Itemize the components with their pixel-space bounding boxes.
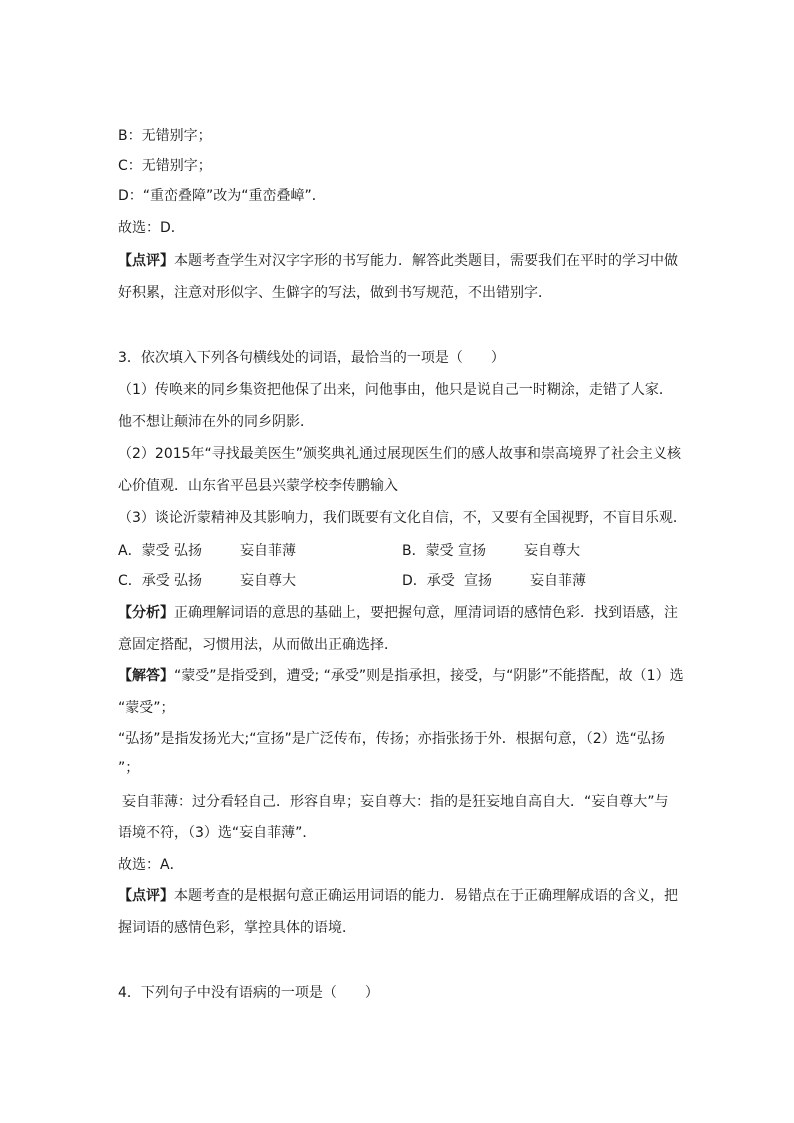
q3-solution-line-2: “蒙受”； xyxy=(118,700,175,716)
q4-title: 4．下列句子中没有语病的一项是（ ） xyxy=(118,985,379,1001)
q3-analysis-line-2: 意固定搭配，习惯用法，从而做出正确选择． xyxy=(118,637,398,653)
q3-sentence-2-line-1: （2）2015年“寻找最美医生”颁奖典礼通过展现医生们的感人故事和崇高境界了社会主义核 xyxy=(118,446,682,462)
comment-tag: 【点评】 xyxy=(118,253,174,269)
comment-tag: 【点评】 xyxy=(118,888,174,904)
comment-text: 本题考查学生对汉字字形的书写能力．解答此类题目，需要我们在平时的学习中做 xyxy=(174,253,678,269)
q2-answer: 故选：D． xyxy=(118,220,185,236)
q3-sentence-3: （3）谈论沂蒙精神及其影响力，我们既要有文化自信，不，又要有全国视野，不盲目乐观． xyxy=(118,510,687,526)
q3-title: 3．依次填入下列各句横线处的词语，最恰当的一项是（ ） xyxy=(118,350,505,366)
q2-option-c-explanation: C：无错别字； xyxy=(118,158,212,174)
q3-analysis-line-1 xyxy=(118,603,678,623)
q3-solution-line-6: 语境不符，（3）选“妄自菲薄”． xyxy=(118,825,317,841)
q3-comment-line-2: 握词语的感情色彩，掌控具体的语境． xyxy=(118,920,356,936)
solution-tag: 【解答】 xyxy=(118,668,174,684)
comment-text: 本题考查的是根据句意正确运用词语的能力．易错点在于正确理解成语的含义，把 xyxy=(174,888,678,904)
q2-option-d-explanation: D：“重峦叠障”改为“重峦叠嶂”． xyxy=(118,188,326,204)
q3-sentence-1-line-1: （1）传唤来的同乡集资把他保了出来，问他事由，他只是说自己一时糊涂，走错了人家． xyxy=(118,382,673,398)
q2-comment-line-1 xyxy=(118,251,678,271)
q3-solution-line-3: “弘扬”是指发扬光大;“宣扬”是广泛传布，传扬；亦指张扬于外．根据句意，（2）选“弘扬 xyxy=(118,731,665,747)
q3-answer: 故选：A． xyxy=(118,857,184,873)
analysis-tag: 【分析】 xyxy=(118,605,174,621)
q3-option-c: C．承受 弘扬 妄自尊大 xyxy=(118,573,296,589)
q3-sentence-2-line-2: 心价值观．山东省平邑县兴蒙学校李传鹏输入 xyxy=(118,478,398,494)
q3-comment-line-1 xyxy=(118,886,678,906)
q3-sentence-1-line-2: 他不想让颠沛在外的同乡阴影． xyxy=(118,414,314,430)
q3-option-a: A．蒙受 弘扬 妄自菲薄 xyxy=(118,543,296,559)
q2-option-b-explanation: B：无错别字； xyxy=(118,128,212,144)
q3-solution-line-5: 妄自菲薄：过分看轻自己．形容自卑；妄自尊大：指的是狂妄地自高自大．“妄自尊大”与 xyxy=(122,794,669,810)
q3-option-d: D．承受 宣扬 妄自菲薄 xyxy=(402,573,586,589)
analysis-text: 正确理解词语的意思的基础上，要把握句意，厘清词语的感情色彩．找到语感，注 xyxy=(174,605,678,621)
solution-text: “蒙受”是指受到，遭受; “承受”则是指承担，接受，与“阴影”不能搭配，故（1）选 xyxy=(174,668,684,684)
q2-comment-line-2: 好积累，注意对形似字、生僻字的写法，做到书写规范，不出错别字． xyxy=(118,285,552,301)
q3-solution-line-4: ”； xyxy=(118,760,140,776)
q3-option-b: B．蒙受 宣扬 妄自尊大 xyxy=(402,543,580,559)
q3-solution-line-1 xyxy=(118,666,684,686)
